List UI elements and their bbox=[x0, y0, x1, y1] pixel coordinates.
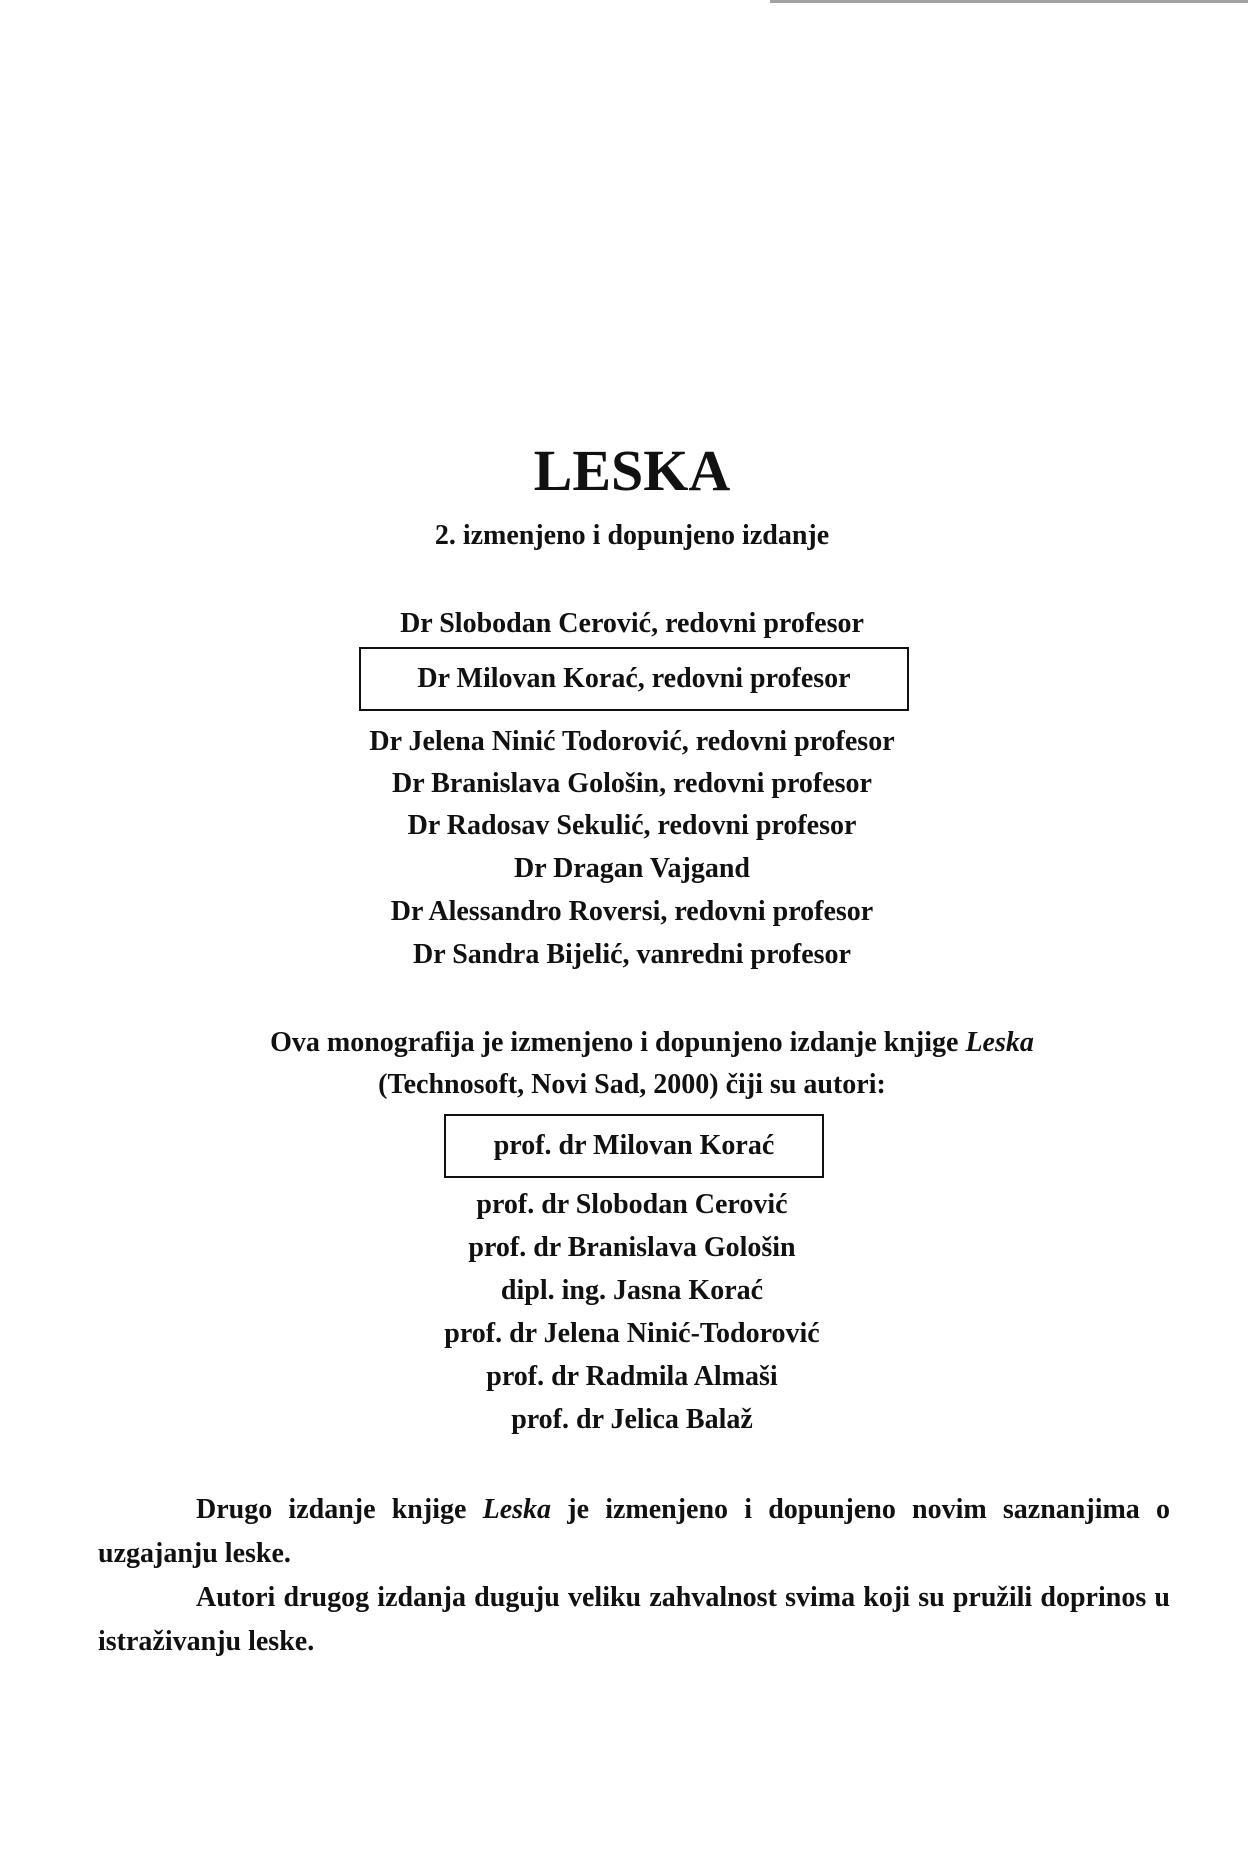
first-edition-author-1-boxed: prof. dr Milovan Korać bbox=[444, 1114, 824, 1178]
author-2-boxed: Dr Milovan Korać, redovni profesor bbox=[359, 647, 909, 711]
book-name-italic: Leska bbox=[965, 1027, 1034, 1058]
author-1: Dr Slobodan Cerović, redovni profesor bbox=[400, 608, 864, 639]
first-edition-author-6: prof. dr Radmila Almaši bbox=[486, 1361, 778, 1392]
first-edition-author-7: prof. dr Jelica Balaž bbox=[511, 1404, 753, 1435]
paragraph-acknowledgement: Autori drugog izdanja duguju veliku zahvalnost svima koji su pružili doprinos u istraživanju leske. bbox=[98, 1582, 1170, 1657]
paragraph-1-book-name: Leska bbox=[482, 1494, 552, 1525]
first-edition-note-line2: (Technosoft, Novi Sad, 2000) čiji su autori: bbox=[378, 1069, 886, 1100]
scan-edge-line bbox=[770, 0, 1248, 3]
author-5: Dr Radosav Sekulić, redovni profesor bbox=[407, 810, 857, 841]
first-edition-author-2: prof. dr Slobodan Cerović bbox=[476, 1189, 788, 1220]
author-3: Dr Jelena Ninić Todorović, redovni profesor bbox=[369, 726, 895, 757]
author-8: Dr Sandra Bijelić, vanredni profesor bbox=[413, 939, 851, 970]
first-edition-note-line1 bbox=[28, 1023, 1248, 1063]
book-title: LESKA bbox=[533, 438, 731, 503]
author-7: Dr Alessandro Roversi, redovni profesor bbox=[390, 896, 874, 927]
paragraph-1-text-end: je izmenjeno i dopunjeno novim saznanjima o uzgajanju leske. bbox=[98, 1494, 1171, 1569]
first-edition-note-text: Ova monografija je izmenjeno i dopunjeno izdanje knjige bbox=[270, 1027, 966, 1058]
paragraph-second-edition bbox=[98, 1488, 1170, 1576]
edition-subtitle: 2. izmenjeno i dopunjeno izdanje bbox=[434, 520, 830, 551]
author-6: Dr Dragan Vajgand bbox=[514, 853, 750, 884]
first-edition-author-5: prof. dr Jelena Ninić-Todorović bbox=[444, 1318, 820, 1349]
author-4: Dr Branislava Gološin, redovni profesor bbox=[392, 768, 872, 799]
first-edition-author-4: dipl. ing. Jasna Korać bbox=[500, 1275, 764, 1306]
paragraph-1-text-start: Drugo izdanje knjige bbox=[196, 1494, 483, 1525]
first-edition-author-3: prof. dr Branislava Gološin bbox=[468, 1232, 796, 1263]
